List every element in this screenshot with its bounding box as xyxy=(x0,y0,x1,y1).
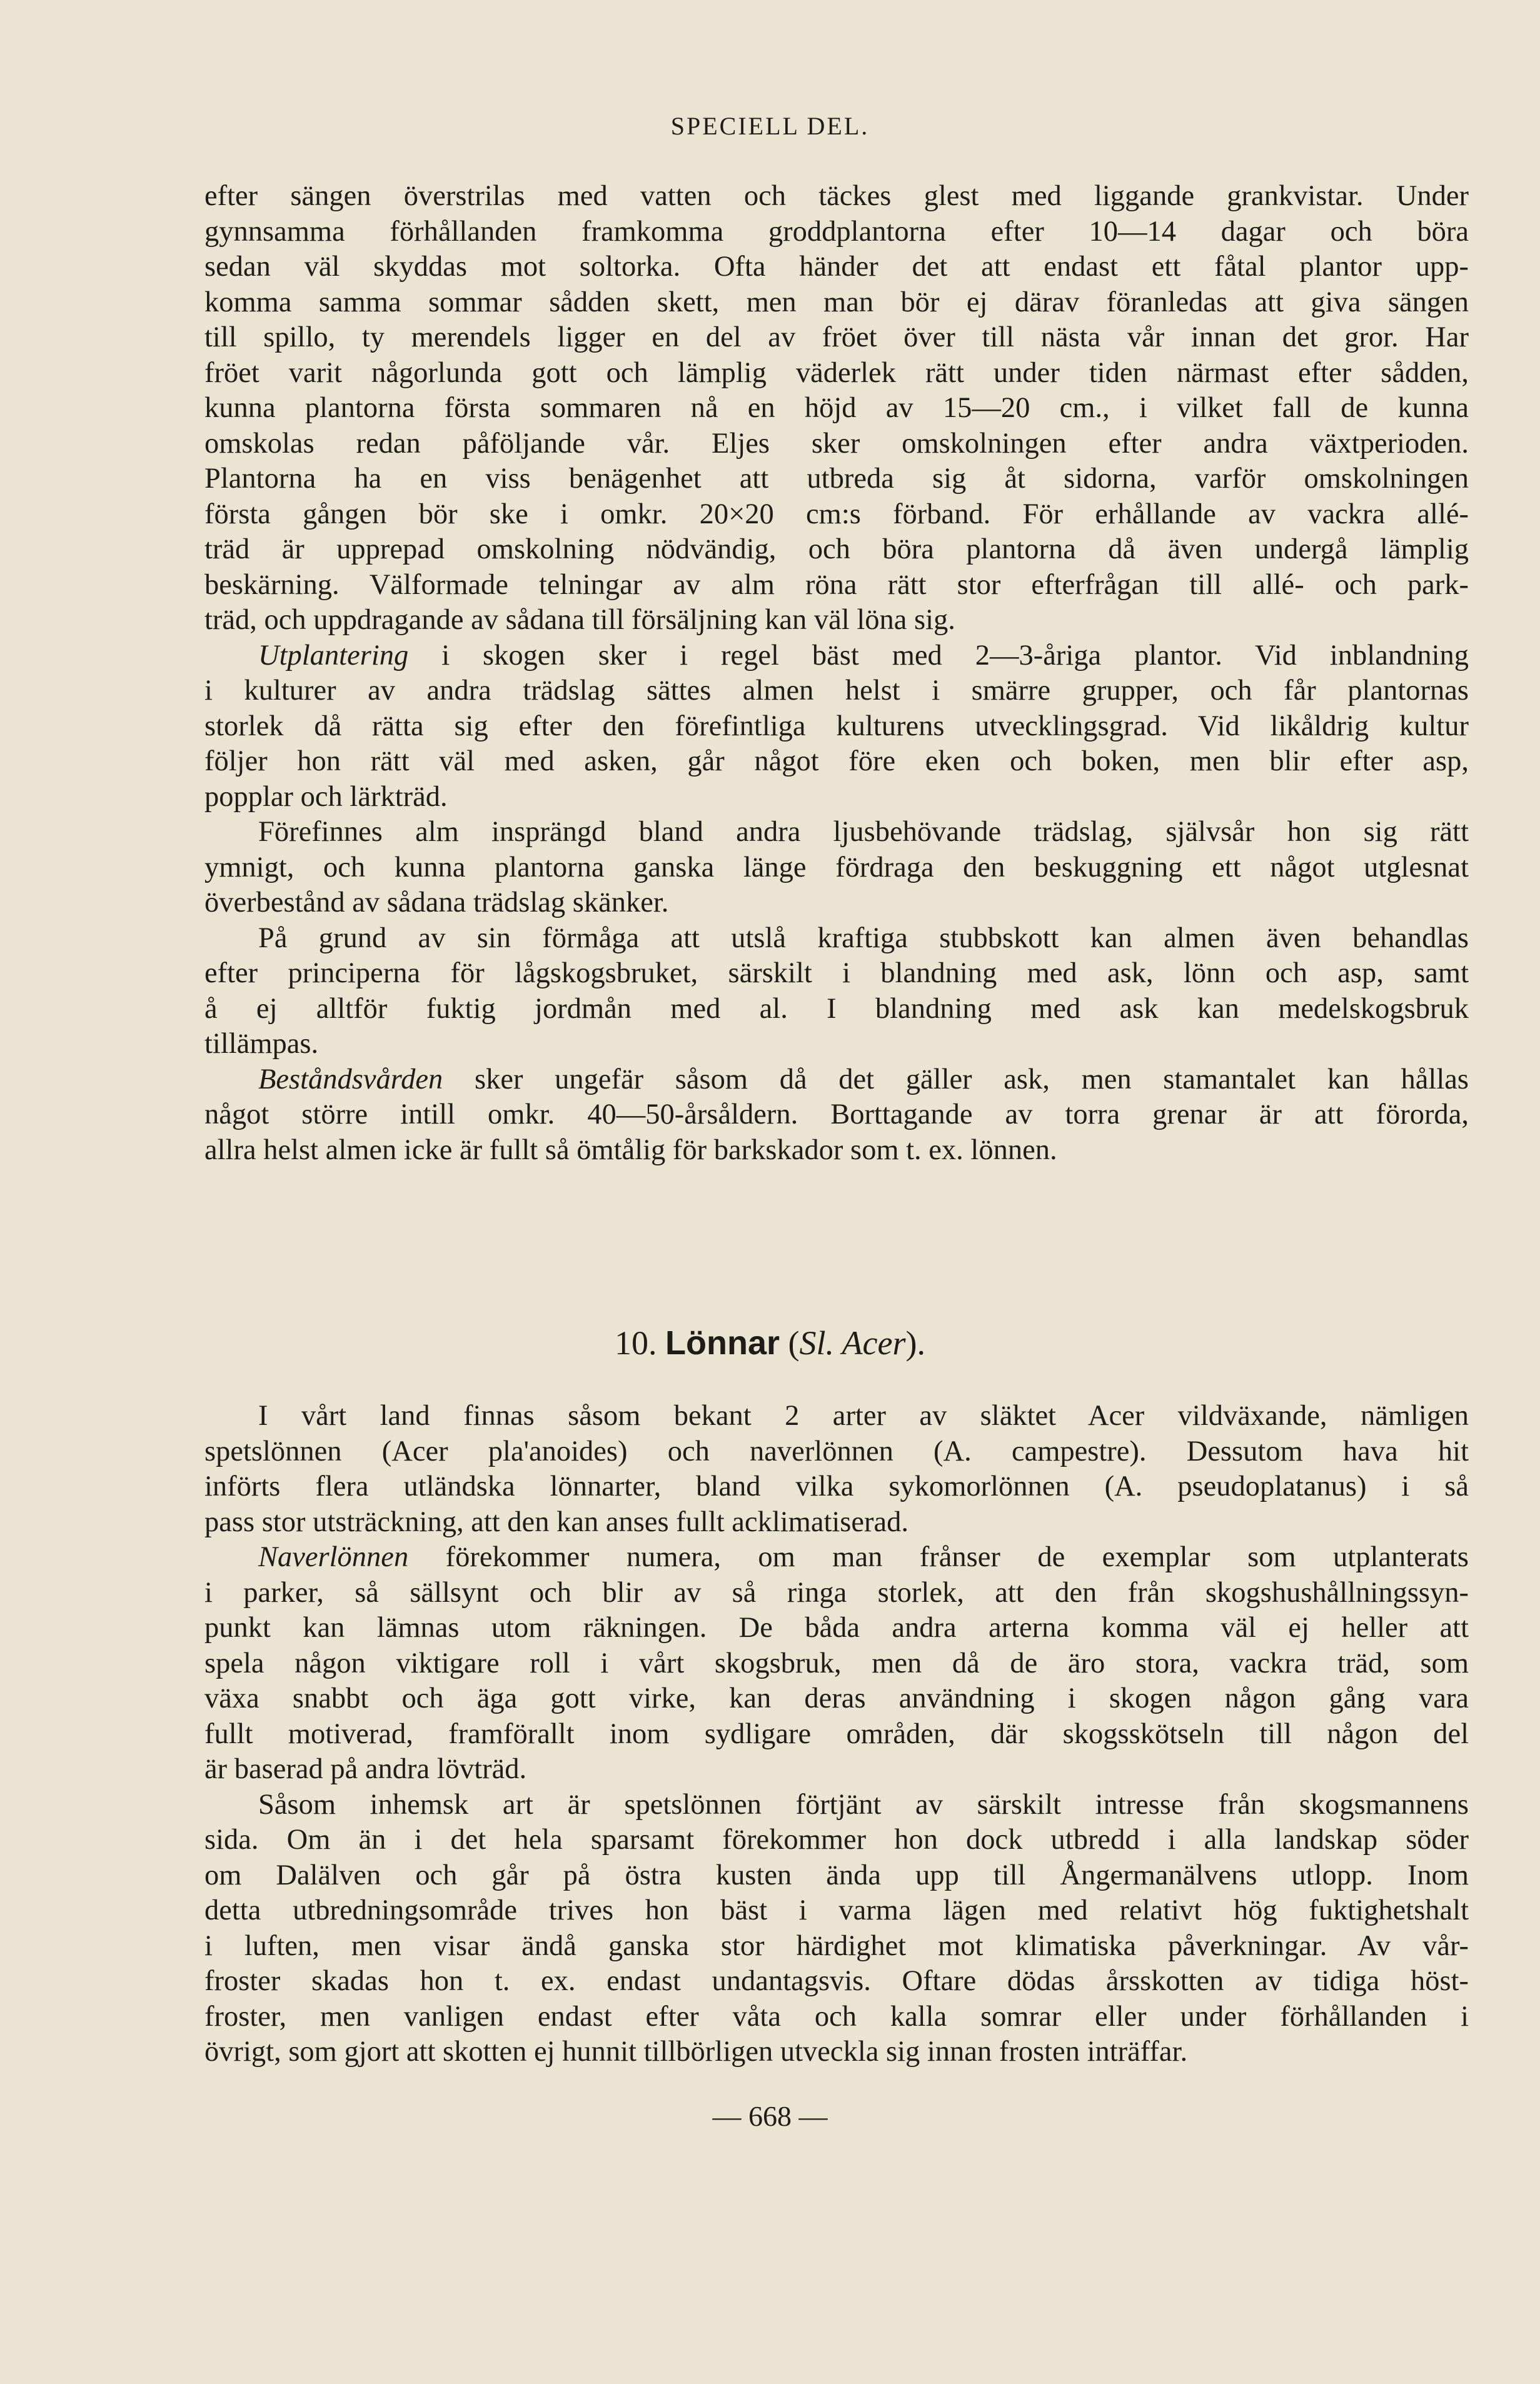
line-text: sker ungefär såsom då det gäller ask, men stamantalet kan hållas xyxy=(443,1063,1469,1095)
line-text: fröet varit någorlunda gott och lämplig väderlek rätt under tiden närmast efter sådden, xyxy=(204,356,1469,389)
text-line xyxy=(204,1752,1469,1788)
line-text: å ej alltför fuktig jordmån med al. I blandning med ask kan medelskogsbruk xyxy=(204,992,1469,1025)
body-text-top xyxy=(204,179,1469,1168)
line-text: i kulturer av andra trädslag sättes almen helst i smärre grupper, och får plantornas xyxy=(204,675,1469,707)
text-line xyxy=(204,1964,1469,1999)
text-line xyxy=(204,885,1469,921)
section-heading xyxy=(0,1324,1540,1362)
text-line xyxy=(204,1469,1469,1505)
page-number: — 668 — xyxy=(712,2100,828,2132)
section-subtitle-open: ( xyxy=(788,1324,800,1362)
line-text: i parker, så sällsynt och blir av så ringa storlek, att den från skogshushållningssyn- xyxy=(204,1576,1469,1609)
line-text: ymnigt, och kunna plantorna ganska länge fördraga den beskuggning ett något utglesnat xyxy=(204,851,1469,883)
text-line xyxy=(204,391,1469,426)
text-line xyxy=(204,1858,1469,1894)
text-line xyxy=(204,1717,1469,1753)
text-line xyxy=(204,320,1469,356)
text-line xyxy=(204,426,1469,462)
line-text: om Dalälven och går på östra kusten ända upp till Ångermanälvens utlopp. Inom xyxy=(204,1859,1469,1891)
line-text: kunna plantorna första sommaren nå en höjd av 15—20 cm., i vilket fall de kunna xyxy=(204,392,1469,424)
line-text: något större intill omkr. 40—50-årsåldern. Borttagande av torra grenar är att förorda, xyxy=(204,1099,1469,1130)
line-text: sedan väl skyddas mot soltorka. Ofta händer det att endast ett fåtal plantor upp- xyxy=(204,251,1469,283)
text-line xyxy=(204,1505,1469,1541)
line-text: första gången bör ske i omkr. 20×20 cm:s förband. För erhållande av vackra allé- xyxy=(204,498,1469,530)
line-text: efter principerna för lågskogsbruket, särskilt i blandning med ask, lönn och asp, samt xyxy=(204,957,1469,989)
text-line xyxy=(204,532,1469,568)
line-text: fullt motiverad, framförallt inom sydligare områden, där skogsskötseln till någon del xyxy=(204,1718,1469,1750)
text-line xyxy=(204,992,1469,1027)
text-line xyxy=(204,1576,1469,1611)
line-text: tillämpas. xyxy=(204,1028,319,1060)
section-number: 10. xyxy=(615,1324,657,1362)
line-text: allra helst almen icke är fullt så ömtålig för barkskador som t. ex. lönnen. xyxy=(204,1134,1057,1166)
emphasis: Beståndsvården xyxy=(258,1063,443,1095)
text-line xyxy=(204,1611,1469,1646)
section-subtitle-close: ). xyxy=(905,1324,925,1362)
running-head: SPECIELL DEL. xyxy=(670,112,870,140)
line-text: popplar och lärkträd. xyxy=(204,780,448,813)
line-text: träd är upprepad omskolning nödvändig, och böra plantorna då även undergå lämplig xyxy=(204,533,1469,565)
line-text: detta utbredningsområde trives hon bäst i varma lägen med relativt hög fuktighetshalt xyxy=(204,1894,1469,1926)
text-line xyxy=(204,815,1469,850)
line-text: sida. Om än i det hela sparsamt förekommer hon dock utbredd i alla landskap söder xyxy=(204,1824,1469,1856)
line-text: punkt kan lämnas utom räkningen. De båda andra arterna komma väl ej heller att xyxy=(204,1612,1469,1644)
line-text: följer hon rätt väl med asken, går något före eken och boken, men blir efter asp, xyxy=(204,745,1469,777)
text-line xyxy=(204,1062,1469,1098)
line-text: beskärning. Välformade telningar av alm röna rätt stor efterfrågan till allé- och park- xyxy=(204,568,1469,601)
text-line xyxy=(204,956,1469,992)
text-line xyxy=(204,921,1469,957)
line-text: Såsom inhemsk art är spetslönnen förtjänt av särskilt intresse från skogsmannens xyxy=(258,1788,1469,1821)
line-text: spetslönnen (Acer pla'anoides) och naverlönnen (A. campestre). Dessutom hava hit xyxy=(204,1435,1469,1467)
text-line xyxy=(204,1823,1469,1858)
text-line xyxy=(204,1788,1469,1823)
line-text: froster skadas hon t. ex. endast undantagsvis. Oftare dödas årsskotten av tidiga höst- xyxy=(204,1965,1469,1997)
line-text: storlek då rätta sig efter den förefintliga kulturens utvecklingsgrad. Vid likåldrig kultur xyxy=(204,710,1469,742)
text-line xyxy=(204,285,1469,321)
line-text: är baserad på andra lövträd. xyxy=(204,1753,527,1785)
line-text: gynnsamma förhållanden framkomma groddplantorna efter 10—14 dagar och böra xyxy=(204,215,1469,248)
text-line xyxy=(204,1097,1469,1133)
emphasis: Utplantering xyxy=(258,639,409,671)
text-line xyxy=(204,214,1469,250)
line-text: förekommer numera, om man frånser de exemplar som utplanterats xyxy=(408,1541,1469,1573)
line-text: froster, men vanligen endast efter våta och kalla somrar eller under förhållanden i xyxy=(204,2000,1469,2033)
line-text: omskolas redan påföljande vår. Eljes sker omskolningen efter andra växtperioden. xyxy=(204,427,1469,460)
line-text: träd, och uppdragande av sådana till försäljning kan väl löna sig. xyxy=(204,604,955,636)
text-line xyxy=(204,1646,1469,1682)
line-text: efter sängen överstrilas med vatten och täckes glest med liggande grankvistar. Under xyxy=(204,180,1469,212)
text-line xyxy=(204,709,1469,745)
text-line xyxy=(204,249,1469,285)
text-line xyxy=(204,1999,1469,2035)
text-line xyxy=(204,1893,1469,1929)
text-line xyxy=(204,1681,1469,1717)
text-line xyxy=(204,1540,1469,1576)
text-line xyxy=(204,850,1469,886)
section-title: Lönnar xyxy=(665,1324,780,1362)
section-subtitle: Sl. Acer xyxy=(799,1324,906,1362)
line-text: Förefinnes alm insprängd bland andra ljusbehövande trädslag, självsår hon sig rätt xyxy=(258,816,1469,848)
text-line xyxy=(204,497,1469,533)
line-text: till spillo, ty merendels ligger en del av fröet över till nästa vår innan det gror. Har xyxy=(204,321,1469,353)
text-line xyxy=(204,603,1469,638)
text-line xyxy=(204,638,1469,674)
text-line xyxy=(204,1133,1469,1169)
emphasis: Naverlönnen xyxy=(258,1541,409,1573)
line-text: övrigt, som gjort att skotten ej hunnit tillbörligen utveckla sig innan frosten inträffar. xyxy=(204,2036,1188,2068)
text-line xyxy=(204,780,1469,815)
line-text: På grund av sin förmåga att utslå kraftiga stubbskott kan almen även behandlas xyxy=(258,922,1469,954)
text-line xyxy=(204,1434,1469,1470)
body-text-bottom xyxy=(204,1399,1469,2070)
text-line xyxy=(204,1399,1469,1434)
line-text: införts flera utländska lönnarter, bland vilka sykomorlönnen (A. pseudoplatanus) i så xyxy=(204,1471,1469,1502)
text-line xyxy=(204,1027,1469,1062)
line-text: I vårt land finnas såsom bekant 2 arter av släktet Acer vildväxande, nämligen xyxy=(258,1400,1469,1432)
text-line xyxy=(204,568,1469,603)
line-text: pass stor utsträckning, att den kan anses fullt acklimatiserad. xyxy=(204,1506,909,1538)
line-text: i skogen sker i regel bäst med 2—3-åriga plantor. Vid inblandning xyxy=(408,639,1469,671)
line-text: spela någon viktigare roll i vårt skogsbruk, men då de äro stora, vackra träd, som xyxy=(204,1647,1469,1679)
text-line xyxy=(204,744,1469,780)
line-text: komma samma sommar sådden skett, men man bör ej därav föranledas att giva sängen xyxy=(204,286,1469,318)
text-line xyxy=(204,461,1469,497)
line-text: växa snabbt och äga gott virke, kan deras användning i skogen någon gång vara xyxy=(204,1682,1469,1714)
line-text: Plantorna ha en viss benägenhet att utbreda sig åt sidorna, varför omskolningen xyxy=(204,463,1469,495)
text-line xyxy=(204,673,1469,709)
text-line xyxy=(204,1929,1469,1964)
text-line xyxy=(204,2034,1469,2070)
text-line xyxy=(204,179,1469,214)
line-text: i luften, men visar ändå ganska stor härdighet mot klimatiska påverkningar. Av vår- xyxy=(204,1929,1469,1962)
text-line xyxy=(204,356,1469,391)
line-text: överbestånd av sådana trädslag skänker. xyxy=(204,887,669,918)
